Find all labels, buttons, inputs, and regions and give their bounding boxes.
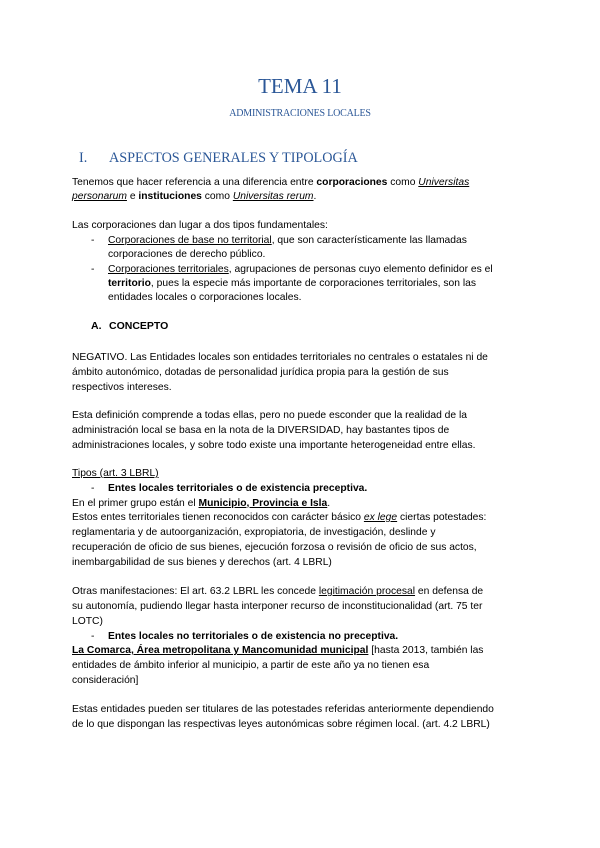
section-heading [79,150,358,167]
list-item-line: corporaciones de derecho público. [108,249,266,260]
paragraph-line: NEGATIVO. Las Entidades locales son entidades territoriales no centrales o estatales ni de [72,352,488,363]
text-span: Estos entes territoriales tienen reconocidos con carácter básico [72,512,364,523]
page-subtitle: ADMINISTRACIONES LOCALES [229,108,371,119]
paragraph-line: su autonomía, pudiendo llegar hasta interponer recurso de inconstitucionalidad (art. 75 ter [72,601,483,612]
types-heading: Tipos (art. 3 LBRL) [72,468,159,479]
paragraph-line: inembargabilidad de sus bienes y derechos (art. 4 LBRL) [72,557,332,568]
page-title: TEMA 11 [258,74,342,98]
text-span: como [387,177,419,188]
paragraph-line [72,643,483,658]
text-span: . [327,498,331,509]
paragraph-line: entidades de ámbito inferior al municipio, a partir de este año ya no tienen esa [72,660,430,671]
paragraph-line: respectivos intereses. [72,382,172,393]
bold-term: territorio [108,278,151,289]
text-span: ciertas potestades: [397,512,487,523]
paragraph-line: Estas entidades pueden ser titulares de las potestades referidas anteriormente dependiendo [72,704,494,715]
subsection-title: CONCEPTO [109,320,169,332]
paragraph-line: reglamentaria y de autoorganización, expropiatoria, de investigación, deslinde y [72,527,436,538]
paragraph-line [72,189,316,204]
list-dash: - [91,631,95,642]
latin-term: ex lege [363,512,398,523]
paragraph-line [72,584,483,599]
bold-term: instituciones [138,191,202,202]
paragraph-line: ámbito autonómico, dotadas de personalidad jurídica propia para la gestión de sus [72,367,449,378]
text-span: como [201,191,233,202]
subsection-number: A. [91,320,102,332]
bold-underlined-term: La Comarca, Área metropolitana y Mancomunidad municipal [72,645,369,656]
text-span: , agrupaciones de personas cuyo elemento definidor es el [228,264,493,275]
text-span: Otras manifestaciones: El art. 63.2 LBRL les concede [72,586,319,597]
underlined-term: Corporaciones de base no territorial [108,235,272,246]
section-number: I. [79,150,88,166]
list-item-line: entidades locales o corporaciones locales. [108,292,302,303]
underlined-term: Corporaciones territoriales [108,264,229,275]
list-dash: - [91,264,95,275]
paragraph-line [72,496,330,511]
text-span: , que son característicamente las llamadas [271,235,467,246]
list-item-line [108,233,467,248]
paragraph-line: administración local se basa en la nota de la DIVERSIDAD, hay bastantes tipos de [72,425,450,436]
list-dash: - [91,483,95,494]
text-span: Tenemos que hacer referencia a una diferencia entre [72,177,317,188]
paragraph-line: recuperación de oficio de sus bienes, ejecución forzosa o revisión de oficio de sus actos, [72,542,477,553]
latin-term: Universitas [418,177,470,188]
bold-list-item: Entes locales no territoriales o de existencia no preceptiva. [108,631,399,642]
text-span: [hasta 2013, también las [368,645,484,656]
text-span: , pues la especie más importante de corporaciones territoriales, son las [150,278,477,289]
list-item-line [108,262,493,277]
underlined-term: legitimación procesal [318,586,416,597]
latin-term: Universitas rerum [232,191,314,202]
paragraph-line: de lo que dispongan las respectivas leyes autonómicas sobre régimen local. (art. 4.2 LBRL) [72,719,490,730]
text-span: e [126,191,139,202]
bold-list-item: Entes locales territoriales o de existencia preceptiva. [108,483,368,494]
bold-underlined-term: Municipio, Provincia e Isla [198,498,328,509]
section-title: ASPECTOS GENERALES Y TIPOLOGÍA [109,150,358,166]
paragraph-line: Las corporaciones dan lugar a dos tipos fundamentales: [72,220,328,231]
latin-term: personarum [72,191,127,202]
subsection-heading [91,320,168,332]
bold-term: corporaciones [316,177,388,188]
paragraph-line: LOTC) [72,616,103,627]
paragraph-line [72,175,469,190]
list-dash: - [91,235,95,246]
text-span: . [313,191,317,202]
paragraph-line [72,510,486,525]
list-item-line [108,276,476,291]
paragraph-line: Esta definición comprende a todas ellas, pero no puede esconder que la realidad de la [72,410,467,421]
paragraph-line: consideración] [72,675,139,686]
paragraph-line: administraciones locales, y sobre todo existe una importante heterogeneidad entre ellas. [72,440,476,451]
text-span: en defensa de [415,586,484,597]
text-span: En el primer grupo están el [72,498,199,509]
